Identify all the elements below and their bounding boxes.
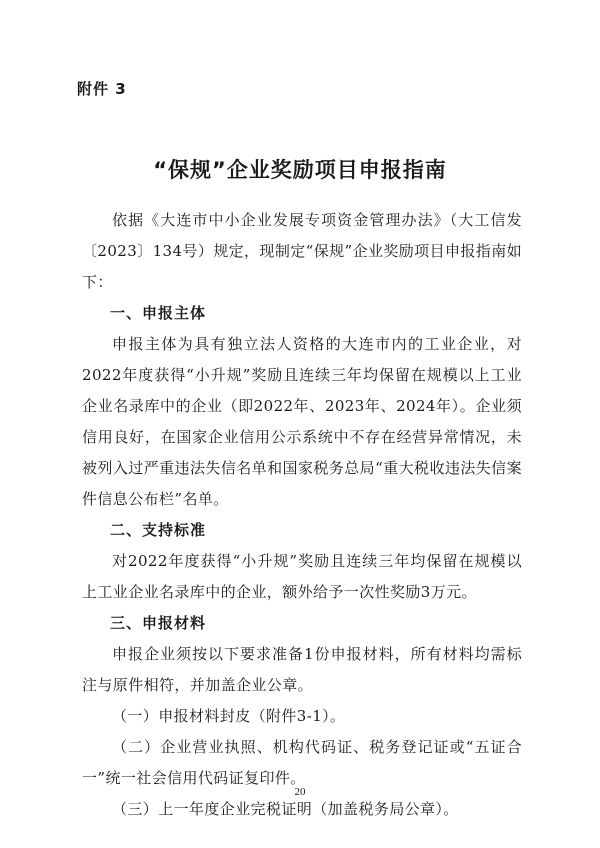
section-text-applicant: 申报主体为具有独立法人资格的大连市内的工业企业，对2022年度获得“小升规”奖励且连续三年均保留在规模以上工业企业名录库中的企业（即2022年、2023年、2024年）。企业须信用良好，在国家企业信用公示系统中不存在经营异常情况，未被列入过严重违法失信名单和国家税务总局“重大税收违法失信案件信息公布栏”名单。 bbox=[82, 335, 522, 508]
section-text-materials: 申报企业须按以下要求准备1份申报材料，所有材料均需标注与原件相符，并加盖企业公章。 bbox=[82, 645, 522, 694]
attachment-label: 附件 3 bbox=[77, 80, 127, 98]
section-text-support: 对2022年度获得“小升规”奖励且连续三年均保留在规模以上工业企业名录库中的企业，额外给予一次性奖励3万元。 bbox=[82, 552, 522, 601]
intro-paragraph: 依据《大连市中小企业发展专项资金管理办法》（大工信发〔2023〕134号）规定，现制定“保规”企业奖励项目申报指南如下： bbox=[82, 211, 522, 291]
materials-item: （一）申报材料封皮（附件3-1）。 bbox=[112, 707, 346, 725]
document-body bbox=[82, 205, 522, 825]
section-heading-support: 二、支持标准 bbox=[110, 521, 207, 539]
materials-item: （三）上一年度企业完税证明（加盖税务局公章）。 bbox=[112, 800, 459, 818]
document-title: “保规”企业奖励项目申报指南 bbox=[153, 158, 447, 182]
section-heading-applicant: 一、申报主体 bbox=[110, 304, 207, 322]
materials-item: （二）企业营业执照、机构代码证、税务登记证或“五证合一”统一社会信用代码证复印件。 bbox=[82, 738, 522, 787]
section-heading-materials: 三、申报材料 bbox=[110, 614, 207, 632]
page-number: 20 bbox=[294, 786, 306, 798]
